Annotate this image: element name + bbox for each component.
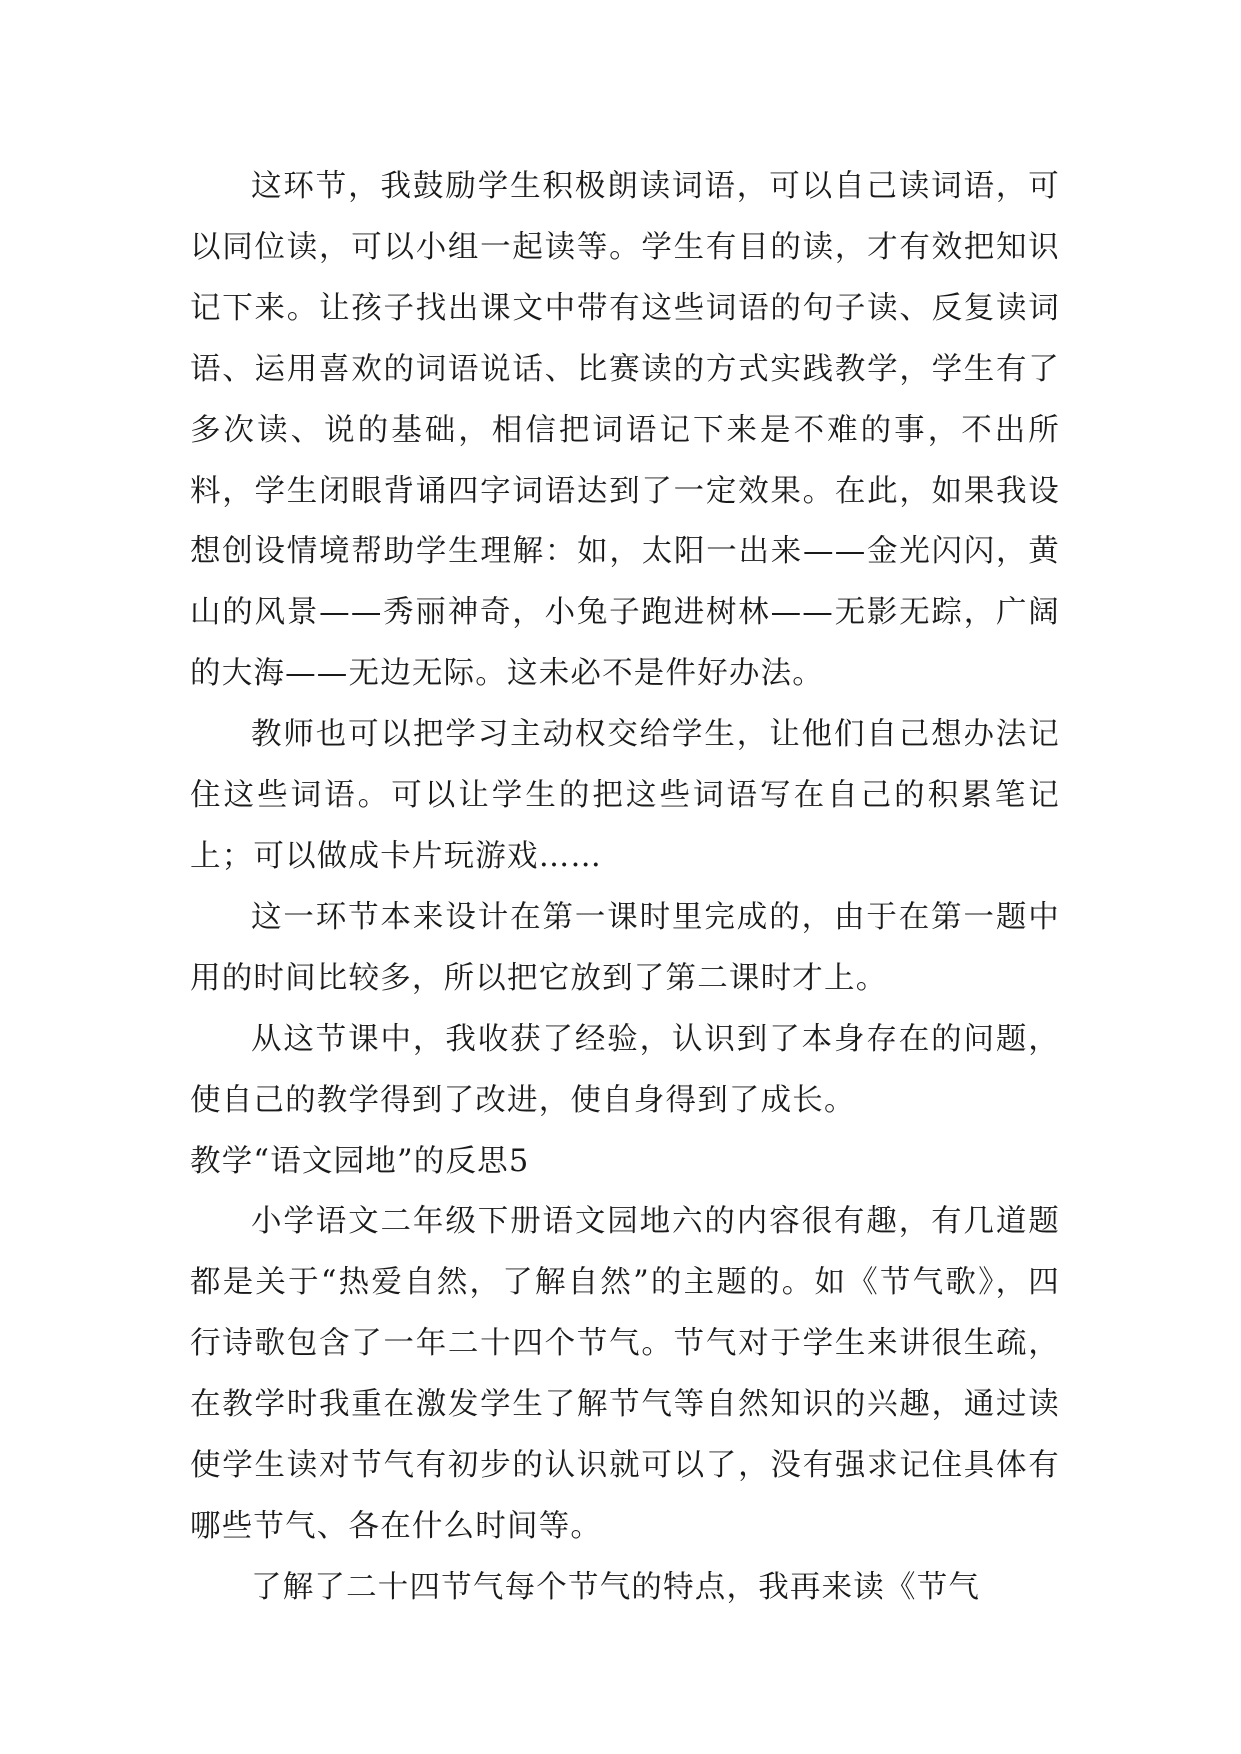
paragraph-student-autonomy: 教师也可以把学习主动权交给学生，让他们自己想办法记住这些词语。可以让学生的把这些词语写在自己的积累笔记上；可以做成卡片玩游戏……: [190, 717, 1060, 874]
paragraph-lesson-timing: 这一环节本来设计在第一课时里完成的，由于在第一题中用的时间比较多，所以把它放到了第二课时才上。: [190, 899, 1060, 996]
paragraph-lesson-summary: 从这节课中，我收获了经验，认识到了本身存在的问题，使自己的教学得到了改进，使自身得到了成长。: [190, 1021, 1060, 1118]
paragraph-vocabulary-reading: 这环节，我鼓励学生积极朗读词语，可以自己读词语，可以同位读，可以小组一起读等。学生有目的读，才有效把知识记下来。让孩子找出课文中带有这些词语的句子读、反复读词语、运用喜欢的词语说话、比赛读的方式实践教学，学生有了多次读、说的基础，相信把词语记下来是不难的事，不出所料，学生闭眼背诵四字词语达到了一定效果。在此，如果我设想创设情境帮助学生理解：如，太阳一出来——金光闪闪，黄山的风景——秀丽神奇，小兔子跑进树林——无影无踪，广阔的大海——无边无际。这未必不是件好办法。: [190, 169, 1060, 692]
document-page: [190, 157, 1060, 1619]
section-heading: 教学“语文园地”的反思5: [190, 1143, 530, 1179]
paragraph-solar-terms-reading: 了解了二十四节气每个节气的特点，我再来读《节气: [251, 1569, 981, 1605]
paragraph-solar-terms-intro: 小学语文二年级下册语文园地六的内容很有趣，有几道题都是关于“热爱自然，了解自然”的主题的。如《节气歌》，四行诗歌包含了一年二十四个节气。节气对于学生来讲很生疏，在教学时我重在激发学生了解节气等自然知识的兴趣，通过读使学生读对节气有初步的认识就可以了，没有强求记住具体有哪些节气、各在什么时间等。: [190, 1204, 1060, 1544]
